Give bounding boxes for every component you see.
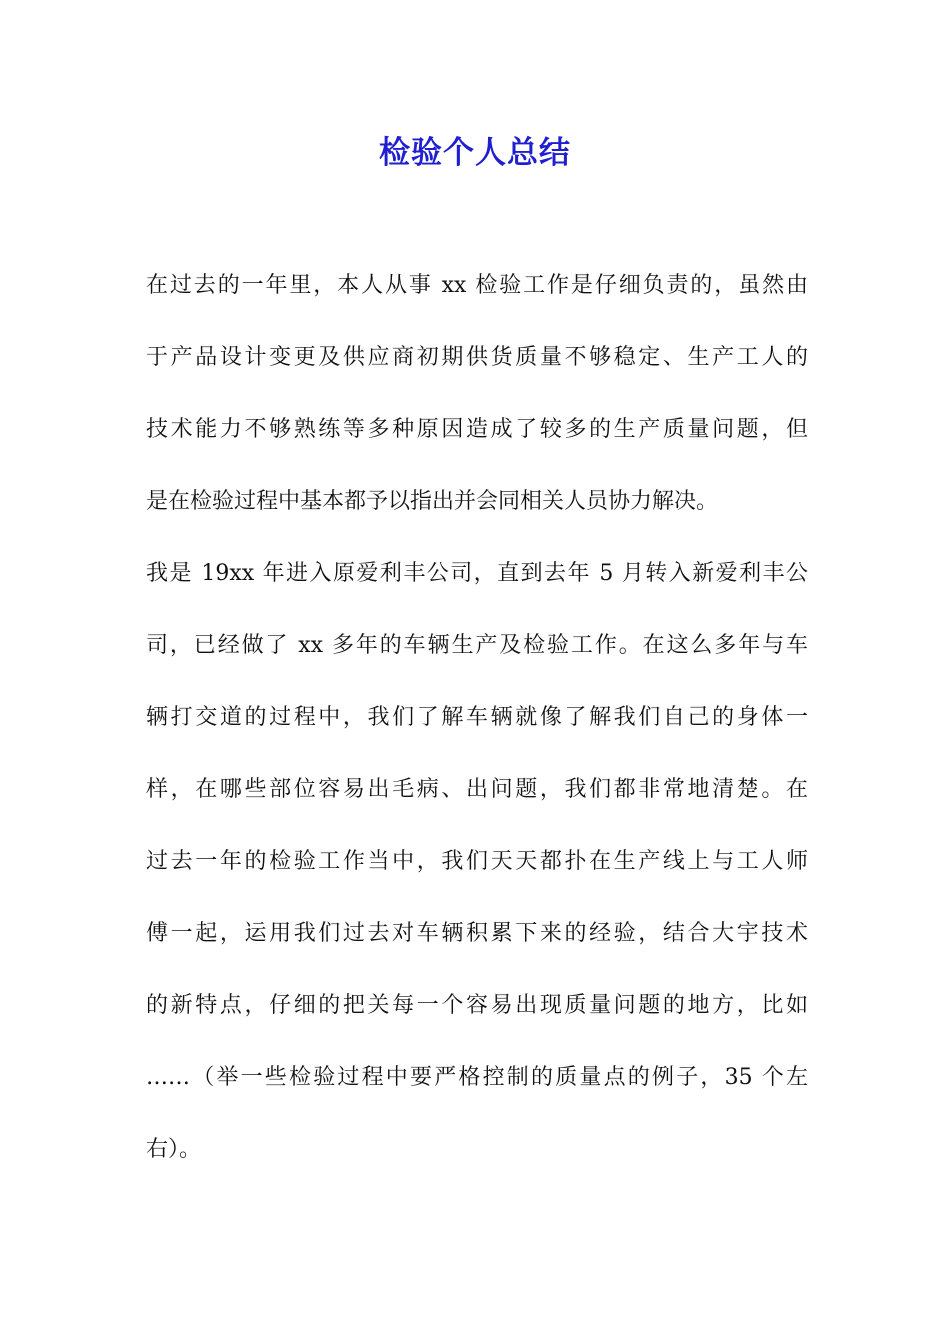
document-body	[146, 266, 808, 1202]
text-line: 辆打交道的过程中，我们了解车辆就像了解我们自己的身体一	[146, 705, 808, 730]
text-line: 是在检验过程中基本都予以指出并会同相关人员协力解决。	[146, 489, 719, 514]
text-line: 的新特点，仔细的把关每一个容易出现质量问题的地方，比如	[146, 993, 808, 1018]
text-line: 司，已经做了 xx 多年的车辆生产及检验工作。在这么多年与车	[146, 633, 808, 658]
text-line: 于产品设计变更及供应商初期供货质量不够稳定、生产工人的	[146, 345, 808, 370]
text-line: ……（举一些检验过程中要严格控制的质量点的例子，35 个左	[146, 1065, 808, 1090]
text-line: 样，在哪些部位容易出毛病、出问题，我们都非常地清楚。在	[146, 777, 808, 802]
page-title: 检验个人总结	[379, 135, 571, 171]
text-line: 在过去的一年里，本人从事 xx 检验工作是仔细负责的，虽然由	[146, 273, 808, 298]
text-line: 我是 19xx 年进入原爱利丰公司，直到去年 5 月转入新爱利丰公	[146, 561, 808, 586]
text-line: 右）。	[146, 1137, 202, 1162]
text-line: 技术能力不够熟练等多种原因造成了较多的生产质量问题，但	[146, 417, 808, 442]
text-line: 傅一起，运用我们过去对车辆积累下来的经验，结合大宇技术	[146, 921, 808, 946]
paragraph-2	[146, 554, 808, 1202]
paragraph-1	[146, 266, 808, 554]
text-line: 过去一年的检验工作当中，我们天天都扑在生产线上与工人师	[146, 849, 808, 874]
